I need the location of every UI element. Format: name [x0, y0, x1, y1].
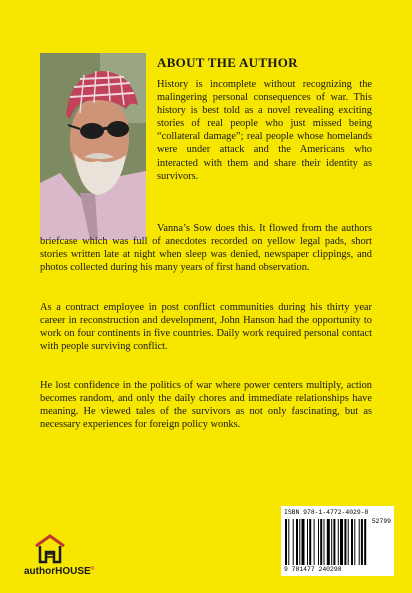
- publisher-name-prefix: author: [24, 566, 56, 577]
- author-photo: [40, 53, 146, 240]
- barcode-bar: [299, 519, 300, 565]
- barcode-digits: 9 781477 240298: [284, 566, 342, 573]
- barcode-bar: [296, 519, 298, 565]
- price-code: 52799: [371, 518, 391, 525]
- house-icon: [30, 532, 70, 566]
- barcode-bar: [364, 519, 366, 565]
- barcode-bar: [331, 519, 332, 565]
- paragraph-history: History is incomplete without recognizing the malingering personal consequences of war. This history is best told as a novel revealing exciting stories of real people who just missed being “collateral damage”; real people whose homelands were under attack and the Americans who interacted with them and share their identity as survivors.: [157, 79, 372, 182]
- barcode-bar: [333, 519, 335, 565]
- isbn-text: ISBN 978-1-4772-4029-8: [284, 509, 369, 516]
- barcode-bar: [327, 519, 330, 565]
- barcode-bar: [348, 519, 349, 565]
- barcode-bar: [320, 519, 322, 565]
- barcode-bar: [344, 519, 346, 565]
- barcode-bars: [285, 519, 390, 565]
- barcode-bar: [302, 519, 305, 565]
- section-heading: ABOUT THE AUTHOR: [157, 55, 298, 70]
- publisher-name-suffix: HOUSE: [55, 566, 91, 577]
- barcode-bar: [354, 519, 355, 565]
- barcode-bar: [338, 519, 339, 565]
- barcode-bar: [309, 519, 311, 565]
- barcode-bar: [293, 519, 294, 565]
- publisher-name: [24, 566, 94, 577]
- registered-mark: ®: [90, 566, 95, 572]
- barcode-bar: [288, 519, 289, 565]
- barcode-bar: [307, 519, 308, 565]
- barcode-bar: [340, 519, 343, 565]
- barcode-bar: [359, 519, 360, 565]
- paragraph-career: As a contract employee in post conflict communities during his thirty year career in reconstruction and development, John Hanson had the opportunity to work on four continents in five countries. Daily work required personal contact with people surviving conflict.: [40, 302, 372, 353]
- isbn-barcode: [281, 506, 394, 576]
- barcode-bar: [361, 519, 363, 565]
- barcode-bar: [314, 519, 315, 565]
- barcode-bar: [351, 519, 353, 565]
- paragraph-vannas-sow: Vanna’s Sow does this. It flowed from the authors briefcase which was full of anecdotes recorded on yellow legal pads, short stories written late at night when sleep was denied, newspaper clippings, and photos collected during his many years of first hand observation.: [40, 223, 372, 274]
- paragraph-politics: He lost confidence in the politics of war where power centers multiply, action becomes random, and only the daily chores and immediate relationships have meaning. He viewed tales of the survivors as not only fascinating, but as necessary experiences for foreign policy wonks.: [40, 380, 372, 431]
- barcode-bar: [318, 519, 319, 565]
- barcode-bar: [324, 519, 325, 565]
- barcode-bar: [285, 519, 287, 565]
